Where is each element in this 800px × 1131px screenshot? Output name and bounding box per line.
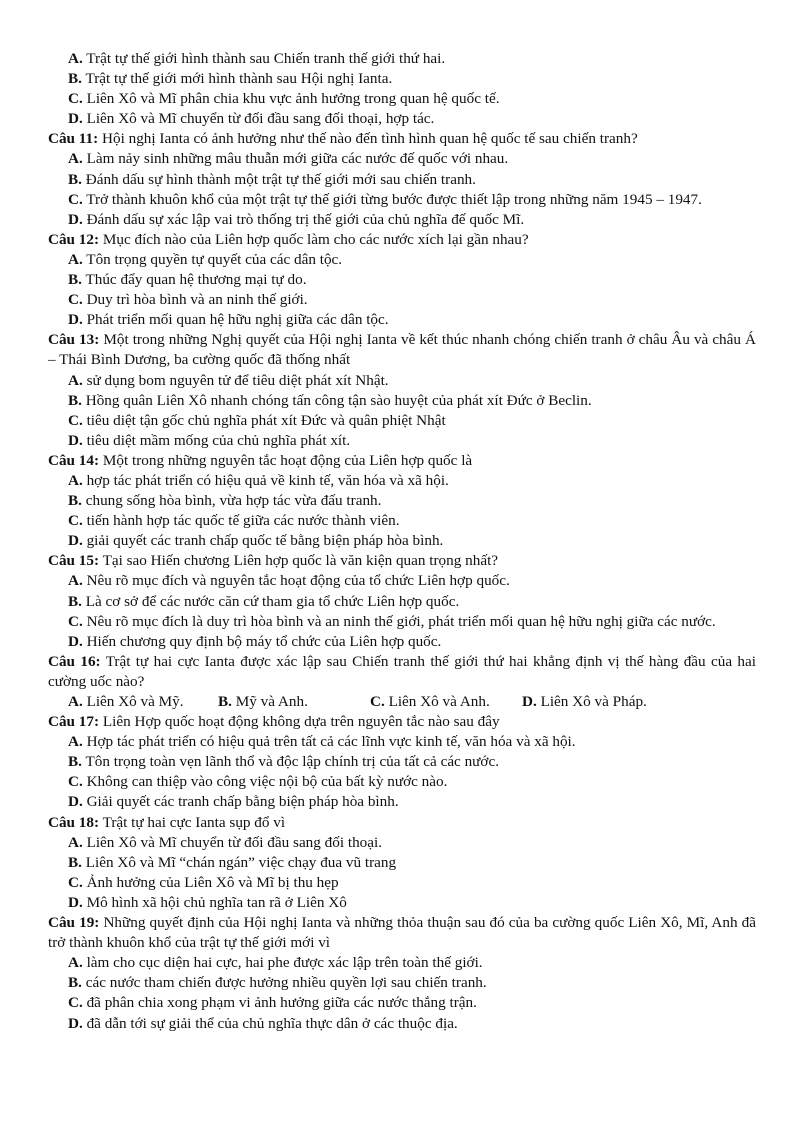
option-c: C. Trở thành khuôn khổ của một trật tự thế giới từng bước được thiết lập trong những năm 1945 – 1947. <box>68 190 702 208</box>
option-d: D. Mô hình xã hội chủ nghĩa tan rã ở Liên Xô <box>68 893 347 911</box>
option-b: B. các nước tham chiến được hưởng nhiều quyền lợi sau chiến tranh. <box>68 974 487 992</box>
option-a: A. Làm nảy sinh những mâu thuẫn mới giữa các nước đế quốc với nhau. <box>68 150 509 168</box>
inline-options <box>48 692 756 712</box>
question-14 <box>48 451 756 551</box>
question-15 <box>48 551 756 651</box>
option-b: B. Là cơ sở để các nước căn cứ tham gia tổ chức Liên hợp quốc. <box>68 592 460 610</box>
option-c: C. Liên Xô và Anh. <box>370 693 490 710</box>
option-d: D. Giải quyết các tranh chấp bằng biện pháp hòa bình. <box>68 793 399 811</box>
option-a: A. Liên Xô và Mĩ chuyển từ đối đầu sang đối thoại. <box>68 833 383 851</box>
option-c: C. tiêu diệt tận gốc chủ nghĩa phát xít Đức và quân phiệt Nhật <box>68 411 446 429</box>
option-b: B. Trật tự thế giới mới hình thành sau Hội nghị Ianta. <box>68 70 393 88</box>
option-a: A. Hợp tác phát triển có hiệu quả trên tất cả các lĩnh vực kinh tế, văn hóa và xã hội. <box>68 733 576 751</box>
option-a: A. Nêu rõ mục đích và nguyên tắc hoạt động của tổ chức Liên hợp quốc. <box>68 572 510 590</box>
option-c: C. Không can thiệp vào công việc nội bộ của bất kỳ nước nào. <box>68 773 448 791</box>
option-a: A. sử dụng bom nguyên tử để tiêu diệt phát xít Nhật. <box>68 371 389 389</box>
option-d: D. Hiến chương quy định bộ máy tổ chức của Liên hợp quốc. <box>68 632 442 650</box>
option-c: C. tiến hành hợp tác quốc tế giữa các nước thành viên. <box>68 512 400 530</box>
option-a: A. Tôn trọng quyền tự quyết của các dân tộc. <box>68 250 343 268</box>
question-10-options <box>48 49 756 129</box>
option-d: D. Đánh dấu sự xác lập vai trò thống trị thế giới của chủ nghĩa đế quốc Mĩ. <box>68 210 525 228</box>
question-12 <box>48 230 756 330</box>
question-stem: Câu 13: Một trong những Nghị quyết của Hội nghị Ianta về kết thúc nhanh chóng chiến tranh ở châu Âu và châu Á – Thái Bình Dương, ba cường quốc đã thống nhất <box>48 331 756 369</box>
question-stem: Câu 17: Liên Hợp quốc hoạt động không dựa trên nguyên tắc nào sau đây <box>48 713 500 731</box>
option-a: A. hợp tác phát triển có hiệu quả về kinh tế, văn hóa và xã hội. <box>68 471 449 489</box>
option-a: A. Liên Xô và Mỹ. <box>68 693 184 710</box>
option-c: C. Nêu rõ mục đích là duy trì hòa bình và an ninh thế giới, phát triển mối quan hệ hữu nghị giữa các nước. <box>68 612 716 630</box>
option-b: B. Đánh dấu sự hình thành một trật tự thế giới mới sau chiến tranh. <box>68 170 476 188</box>
option-c: C. Ảnh hưởng của Liên Xô và Mĩ bị thu hẹp <box>68 873 339 891</box>
question-stem: Câu 12: Mục đích nào của Liên hợp quốc làm cho các nước xích lại gần nhau? <box>48 230 529 248</box>
question-19 <box>48 913 756 1034</box>
option-d: D. Phát triển mối quan hệ hữu nghị giữa các dân tộc. <box>68 311 389 329</box>
option-b: B. Tôn trọng toàn vẹn lãnh thổ và độc lập chính trị của tất cả các nước. <box>68 753 499 771</box>
option-c: C. Liên Xô và Mĩ phân chia khu vực ảnh hưởng trong quan hệ quốc tế. <box>68 90 500 108</box>
option-b: B. Thúc đẩy quan hệ thương mại tự do. <box>68 271 307 289</box>
option-b: B. Hồng quân Liên Xô nhanh chóng tấn công tận sào huyệt của phát xít Đức ở Beclin. <box>68 391 592 409</box>
question-stem: Câu 18: Trật tự hai cực Ianta sụp đổ vì <box>48 813 286 831</box>
question-17 <box>48 712 756 812</box>
option-a: A. Trật tự thế giới hình thành sau Chiến tranh thế giới thứ hai. <box>68 50 446 67</box>
option-d: D. đã dẫn tới sự giải thể của chủ nghĩa thực dân ở các thuộc địa. <box>68 1014 458 1032</box>
option-d: D. giải quyết các tranh chấp quốc tế bằng biện pháp hòa bình. <box>68 532 444 550</box>
option-c: C. Duy trì hòa bình và an ninh thế giới. <box>68 291 308 309</box>
option-c: C. đã phân chia xong phạm vi ảnh hưởng giữa các nước thắng trận. <box>68 994 477 1012</box>
exam-page <box>48 49 756 1034</box>
option-d: D. Liên Xô và Mĩ chuyển từ đối đầu sang đối thoại, hợp tác. <box>68 110 435 128</box>
question-stem: Câu 19: Những quyết định của Hội nghị Ianta và những thỏa thuận sau đó của ba cường quốc Liên Xô, Mĩ, Anh đã trở thành khuôn khổ của trật tự thế giới mới vì <box>48 914 756 952</box>
option-d: D. tiêu diệt mầm mống của chủ nghĩa phát xít. <box>68 431 351 449</box>
question-18 <box>48 813 756 913</box>
question-13 <box>48 330 756 451</box>
question-stem: Câu 14: Một trong những nguyên tắc hoạt động của Liên hợp quốc là <box>48 451 473 469</box>
question-16 <box>48 652 756 712</box>
option-b: B. Mỹ và Anh. <box>218 693 308 710</box>
option-a: A. làm cho cục diện hai cực, hai phe được xác lập trên toàn thế giới. <box>68 954 483 972</box>
question-11 <box>48 129 756 229</box>
option-b: B. Liên Xô và Mĩ “chán ngán” việc chạy đua vũ trang <box>68 853 397 871</box>
option-b: B. chung sống hòa bình, vừa hợp tác vừa đấu tranh. <box>68 492 382 510</box>
question-stem: Câu 15: Tại sao Hiến chương Liên hợp quốc là văn kiện quan trọng nhất? <box>48 552 499 570</box>
option-d: D. Liên Xô và Pháp. <box>522 693 647 710</box>
question-stem: Câu 16: Trật tự hai cực Ianta được xác lập sau Chiến tranh thế giới thứ hai khẳng định vị thế hàng đầu của hai cường uốc nào? <box>48 652 756 690</box>
question-stem: Câu 11: Hội nghị Ianta có ảnh hưởng như thế nào đến tình hình quan hệ quốc tế sau chiến tranh? <box>48 130 638 148</box>
